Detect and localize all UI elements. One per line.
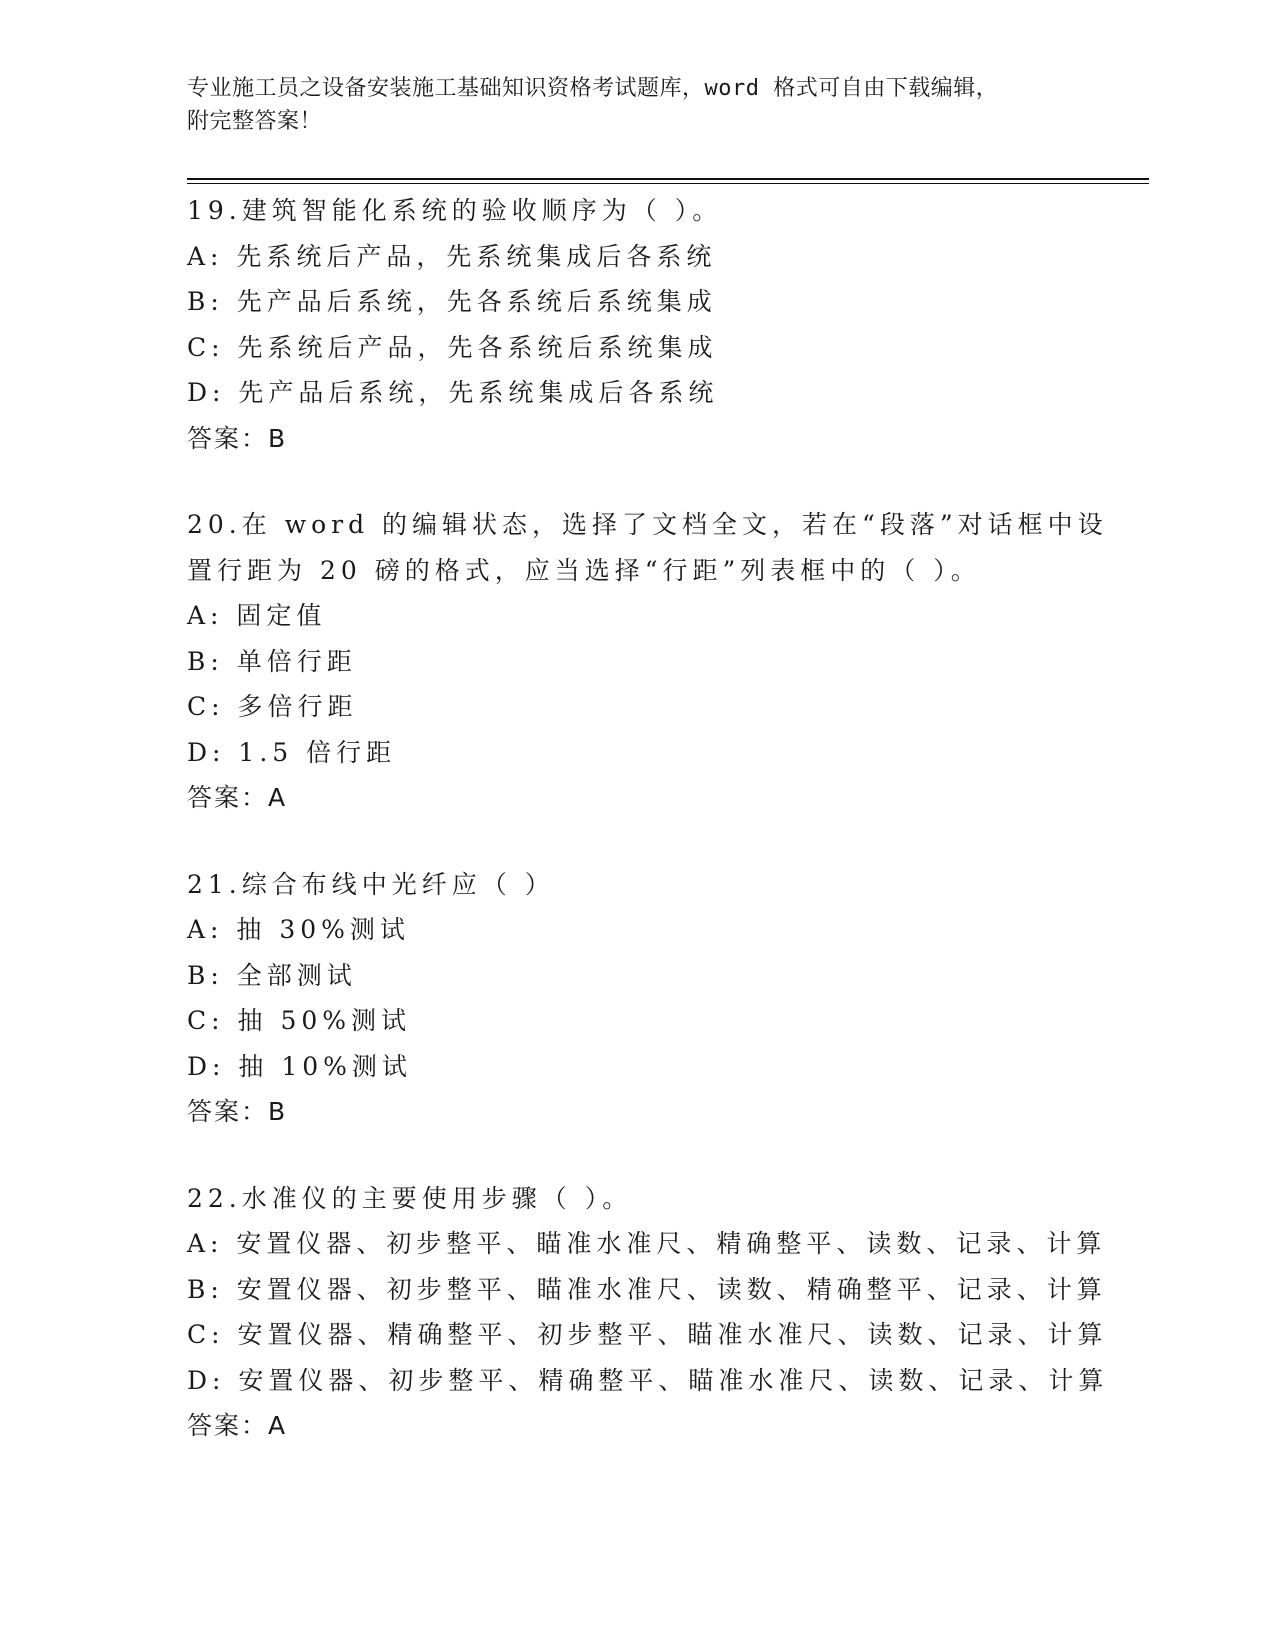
answer-label: 答案：B — [187, 423, 288, 453]
option-b: B: 安置仪器、初步整平、瞄准水准尺、读数、精确整平、记录、计算 — [187, 1274, 1107, 1304]
option-a: A: 抽 30%测试 — [187, 915, 410, 944]
question-21 — [187, 862, 1087, 1135]
question-stem-line-2: 置行距为 20 磅的格式，应当选择“行距”列表框中的（ ）。 — [187, 555, 981, 585]
question-19 — [187, 188, 1087, 461]
answer-label: 答案：A — [187, 783, 288, 812]
option-a: A: 固定值 — [187, 601, 327, 630]
header-divider-thick — [187, 178, 1149, 180]
question-stem-line-1: 20.在 word 的编辑状态，选择了文档全文，若在“段落”对话框中设 — [187, 510, 1108, 539]
answer-label: 答案：A — [187, 1411, 288, 1440]
option-d: D: 安置仪器、初步整平、精确整平、瞄准水准尺、读数、记录、计算 — [187, 1365, 1109, 1395]
option-d: D: 1.5 倍行距 — [187, 737, 397, 767]
header-intro-line-2: 附完整答案！ — [187, 109, 323, 134]
question-stem: 22.水准仪的主要使用步骤（ ）。 — [187, 1183, 633, 1213]
option-c: C: 多倍行距 — [187, 692, 358, 721]
question-list — [187, 188, 1109, 1490]
question-22 — [187, 1176, 1109, 1449]
question-20 — [187, 502, 1108, 821]
option-b: B: 单倍行距 — [187, 646, 357, 676]
option-a: A: 安置仪器、初步整平、瞄准水准尺、精确整平、读数、记录、计算 — [187, 1229, 1107, 1258]
question-stem: 21.综合布线中光纤应（ ） — [187, 869, 555, 899]
option-d: D: 抽 10%测试 — [187, 1051, 412, 1081]
document-header — [187, 72, 1087, 138]
answer-label: 答案：B — [187, 1097, 288, 1126]
header-divider-thin — [187, 183, 1149, 184]
option-a: A: 先系统后产品，先系统集成后各系统 — [187, 241, 717, 271]
option-b: B: 全部测试 — [187, 960, 357, 990]
option-b: B: 先产品后系统，先各系统后系统集成 — [187, 287, 717, 316]
option-c: C: 抽 50%测试 — [187, 1006, 412, 1035]
option-c: C: 安置仪器、精确整平、初步整平、瞄准水准尺、读数、记录、计算 — [187, 1320, 1108, 1349]
option-c: C: 先系统后产品，先各系统后系统集成 — [187, 332, 718, 362]
option-d: D: 先产品后系统，先系统集成后各系统 — [187, 378, 719, 407]
header-intro-line-1: 专业施工员之设备安装施工基础知识资格考试题库，word 格式可自由下载编辑， — [187, 76, 999, 101]
question-stem: 19.建筑智能化系统的验收顺序为（ ）。 — [187, 196, 723, 225]
